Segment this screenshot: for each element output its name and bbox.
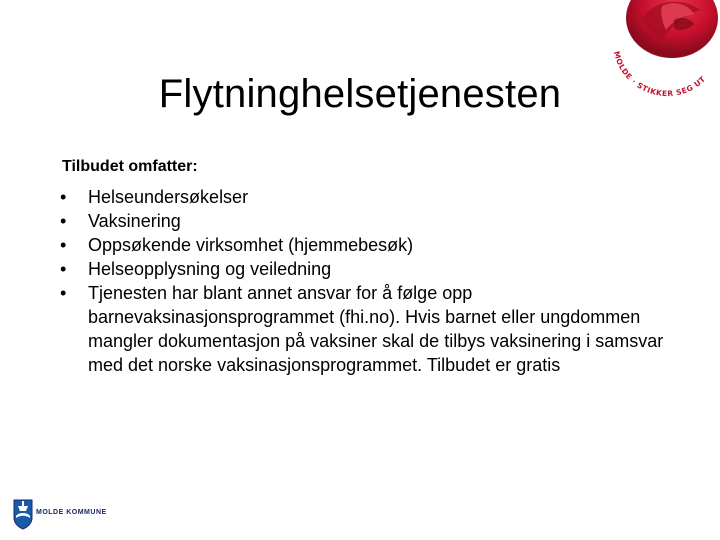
slide-title-text: Flytninghelsetjenesten	[158, 72, 562, 116]
bullet-text: Helseopplysning og veiledning	[88, 259, 332, 279]
bullet-item	[60, 257, 680, 281]
bullet-item	[60, 281, 680, 377]
bullet-marker: •	[60, 187, 67, 207]
bullet-marker: •	[60, 259, 67, 279]
bullet-text: Tjenesten har blant annet ansvar for å følge opp barnevaksinasjonsprogrammet (fhi.no). Hvis barnet eller ungdommen mangler dokumentasjon på vaksiner skal de tilbys vaksinering i samsvar med det norske vaksinasjonsprogrammet. Tilbudet er gratis	[88, 283, 664, 375]
bullet-text: Vaksinering	[88, 211, 181, 231]
coat-of-arms-icon	[12, 496, 34, 530]
bullet-marker: •	[60, 283, 67, 303]
bullet-text: Oppsøkende virksomhet (hjemmebesøk)	[88, 235, 414, 255]
municipality-logo	[12, 496, 142, 532]
bullet-item	[60, 233, 680, 257]
bullet-marker: •	[60, 235, 67, 255]
slide-title	[0, 72, 720, 117]
bullet-item	[60, 185, 680, 209]
bullet-marker: •	[60, 211, 67, 231]
rose-slogan: MOLDE · STIKKER SEG UT	[611, 50, 708, 99]
slide-subtitle: Tilbudet omfatter:	[62, 158, 198, 175]
bullet-text: Helseundersøkelser	[88, 187, 249, 207]
bullet-list	[60, 185, 680, 377]
bullet-item	[60, 209, 680, 233]
logo-text: MOLDE KOMMUNE	[36, 509, 107, 516]
